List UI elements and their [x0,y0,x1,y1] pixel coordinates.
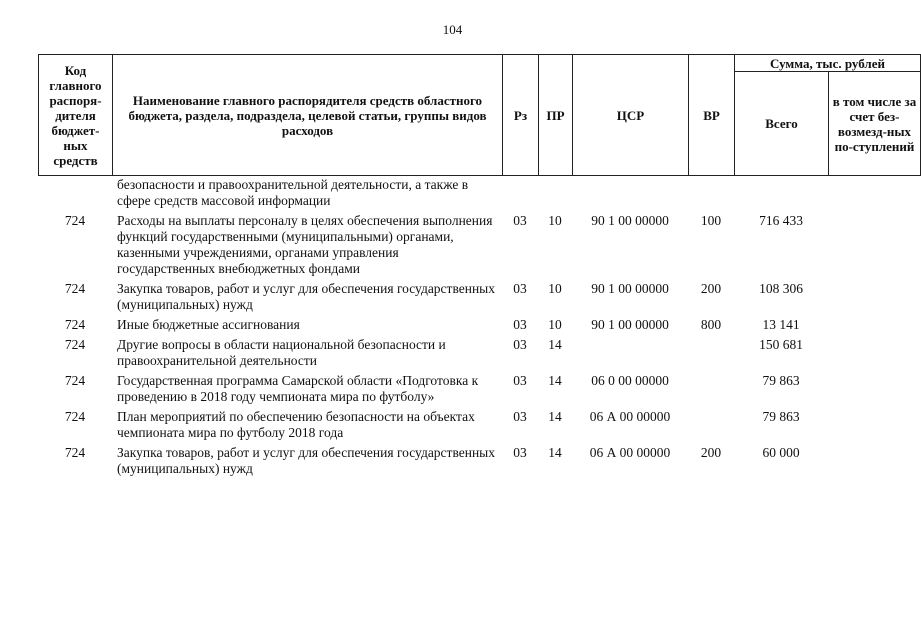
cell-vr [688,369,734,405]
cell-code: 724 [64,281,86,296]
cell-rz: 03 [513,337,527,352]
cell-csr: 06 А 00 00000 [589,409,671,424]
header-name: Наименование главного распорядителя средств областного бюджета, раздела, подраздела, целевой статьи, группы видов расходов [113,55,503,176]
cell-csr: 06 0 00 00000 [591,373,669,388]
cell-free [828,177,920,209]
cell-total: 108 306 [759,281,803,296]
cell-name: Государственная программа Самарской области «Подготовка к проведению в 2018 году чемпионата мира по футболу» [117,373,479,404]
cell-rz: 03 [513,409,527,424]
cell-csr: 90 1 00 00000 [591,317,669,332]
table-row [38,405,920,441]
cell-free [828,441,920,477]
cell-pr: 14 [548,373,562,388]
page-number: 104 [442,22,463,37]
cell-free [828,405,920,441]
cell-pr: 10 [548,317,562,332]
header-pr: ПР [539,55,573,176]
cell-free [828,209,920,277]
cell-name: Другие вопросы в области национальной безопасности и правоохранительной деятельности [117,337,446,368]
cell-rz: 03 [513,445,527,460]
cell-total: 79 863 [762,409,800,424]
cell-pr: 10 [548,281,562,296]
cell-vr: 800 [700,317,722,332]
table-row [38,313,920,333]
header-csr: ЦСР [573,55,689,176]
cell-rz: 03 [513,373,527,388]
table-header [38,54,921,176]
cell-pr: 14 [548,337,562,352]
cell-vr: 100 [700,213,722,228]
cell-total: 13 141 [762,317,800,332]
cell-free [828,369,920,405]
table-row [38,177,920,209]
table-row [38,369,920,405]
cell-free [828,313,920,333]
cell-code [38,177,112,209]
cell-total: 716 433 [759,213,803,228]
cell-total [734,177,828,209]
cell-pr [538,177,572,209]
budget-table [38,177,920,477]
cell-code: 724 [64,337,86,352]
cell-vr [688,333,734,369]
table-row [38,441,920,477]
table-row [38,333,920,369]
cell-code: 724 [64,445,86,460]
cell-vr: 200 [700,281,722,296]
cell-code: 724 [64,317,86,332]
cell-rz [502,177,538,209]
cell-csr: 90 1 00 00000 [591,213,669,228]
cell-name: План мероприятий по обеспечению безопасности на объектах чемпионата мира по футболу 2018 года [117,409,475,440]
cell-pr: 14 [548,445,562,460]
cell-rz: 03 [513,281,527,296]
header-vr: ВР [689,55,735,176]
cell-code: 724 [64,409,86,424]
cell-name: Закупка товаров, работ и услуг для обеспечения государственных (муниципальных) нужд [117,281,496,312]
cell-name: безопасности и правоохранительной деятельности, а также в сфере средств массовой информации [117,177,469,208]
cell-code: 724 [64,213,86,228]
cell-name: Закупка товаров, работ и услуг для обеспечения государственных (муниципальных) нужд [117,445,496,476]
header-code: Код главного распоря-дителя бюджет-ных средств [39,55,113,176]
header-sum-group: Сумма, тыс. рублей [735,55,921,72]
cell-csr: 06 А 00 00000 [589,445,671,460]
cell-total: 150 681 [759,337,803,352]
cell-csr [572,333,688,369]
cell-total: 79 863 [762,373,800,388]
cell-vr [688,405,734,441]
cell-pr: 14 [548,409,562,424]
cell-free [828,333,920,369]
cell-rz: 03 [513,213,527,228]
header-free: в том числе за счет без-возмезд-ных по-ступлений [829,72,921,176]
table-row [38,277,920,313]
cell-free [828,277,920,313]
header-rz: Рз [503,55,539,176]
cell-vr: 200 [700,445,722,460]
table-row [38,209,920,277]
cell-code: 724 [64,373,86,388]
cell-total: 60 000 [762,445,800,460]
cell-name: Иные бюджетные ассигнования [117,317,300,332]
cell-csr [572,177,688,209]
cell-name: Расходы на выплаты персоналу в целях обеспечения выполнения функций государственными (муниципальными) органами, казенными учреждениями, органами управления государственных внебюджетных фондами [117,213,493,276]
header-total: Всего [735,72,829,176]
cell-csr: 90 1 00 00000 [591,281,669,296]
cell-pr: 10 [548,213,562,228]
cell-vr [688,177,734,209]
cell-rz: 03 [513,317,527,332]
